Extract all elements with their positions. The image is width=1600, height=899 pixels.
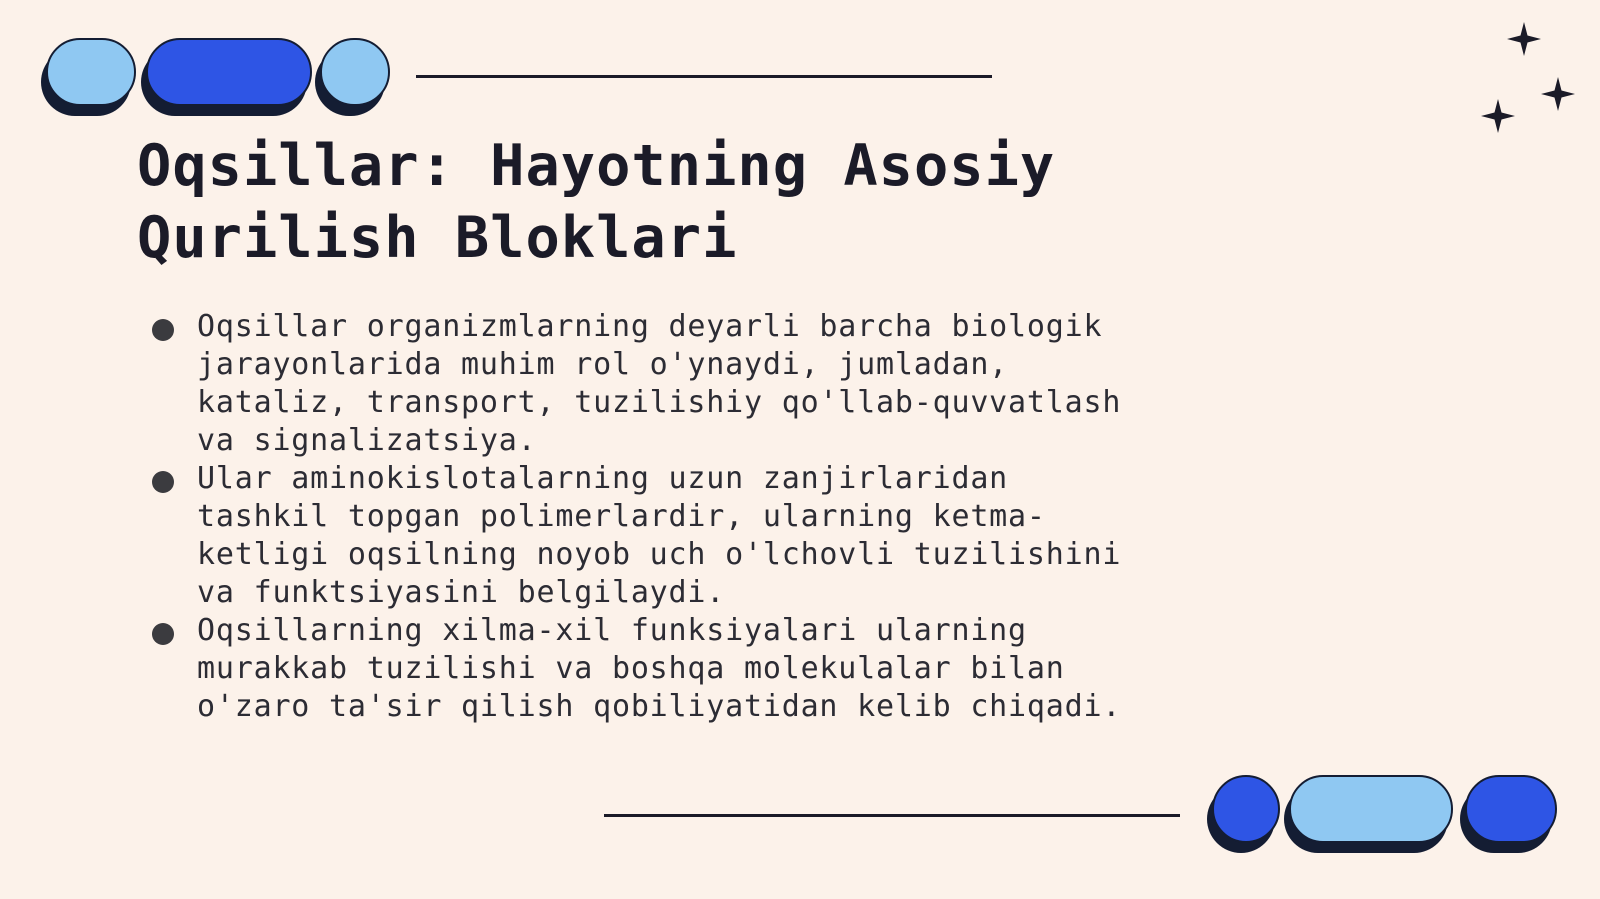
bullet-text-line: va signalizatsiya.: [197, 423, 537, 458]
bullet-list: [150, 308, 1150, 726]
bullet-dot-icon: [152, 471, 174, 493]
pill-decoration: [1212, 775, 1280, 843]
title-line: Qurilish Bloklari: [137, 205, 738, 271]
pill-decoration: [1465, 775, 1557, 843]
divider-line: [416, 75, 992, 78]
bullet-text-line: o'zaro ta'sir qilish qobiliyatidan kelib chiqadi.: [197, 689, 1122, 724]
bullet-dot-icon: [152, 319, 174, 341]
slide-title: [137, 130, 1137, 274]
divider-line: [604, 814, 1180, 817]
pill-decoration: [146, 38, 312, 106]
star-icon: [1481, 99, 1515, 133]
star-icon: [1507, 22, 1541, 56]
bullet-dot-icon: [152, 623, 174, 645]
bullet-item: [150, 308, 1150, 460]
pill-decoration: [320, 38, 390, 106]
bullet-item: [150, 612, 1150, 726]
bullet-text-line: tashkil topgan polimerlardir, ularning ketma-: [197, 499, 1046, 534]
pill-decoration: [1289, 775, 1453, 843]
bullet-text-line: kataliz, transport, tuzilishiy qo'llab-quvvatlash: [197, 385, 1122, 420]
bullet-text-line: Oqsillarning xilma-xil funksiyalari ularning: [197, 613, 1027, 648]
bullet-text-line: Ular aminokislotalarning uzun zanjirlaridan: [197, 461, 1009, 496]
bullet-item: [150, 460, 1150, 612]
title-line: Oqsillar: Hayotning Asosiy: [137, 133, 1056, 199]
bullet-text-line: murakkab tuzilishi va boshqa molekulalar bilan: [197, 651, 1065, 686]
star-icon: [1541, 77, 1575, 111]
bullet-text-line: va funktsiyasini belgilaydi.: [197, 575, 726, 610]
bullet-text-line: ketligi oqsilning noyob uch o'lchovli tuzilishini: [197, 537, 1122, 572]
bullet-text-line: Oqsillar organizmlarning deyarli barcha biologik: [197, 309, 1103, 344]
bullet-text-line: jarayonlarida muhim rol o'ynaydi, jumladan,: [197, 347, 1009, 382]
pill-decoration: [46, 38, 136, 106]
